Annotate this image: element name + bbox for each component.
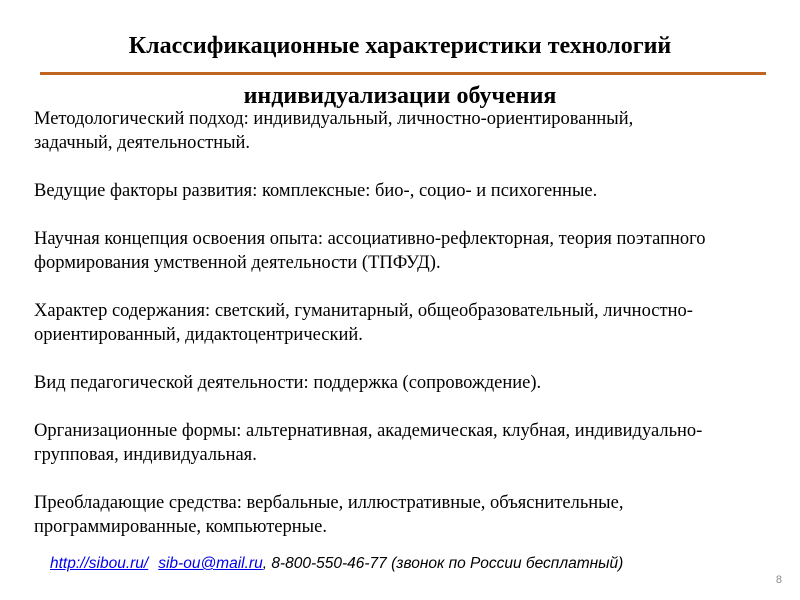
paragraph-pedagogical-activity: [34, 371, 774, 395]
paragraph-line: Ведущие факторы развития: комплексные: био-, социо- и психогенные.: [34, 181, 598, 201]
paragraph-line: задачный, деятельностный.: [34, 133, 251, 153]
paragraph-content-character: [34, 299, 774, 347]
paragraph-line: формирования умственной деятельности (ТПФУД).: [34, 253, 441, 273]
paragraph-line: Характер содержания: светский, гуманитарный, общеобразовательный, личностно-: [34, 301, 693, 321]
paragraph-line: Методологический подход: индивидуальный, личностно-ориентированный,: [34, 109, 634, 129]
page-number: 8: [775, 574, 782, 586]
email-link[interactable]: sib-ou@mail.ru: [158, 555, 263, 572]
paragraph-line: Вид педагогической деятельности: поддержка (сопровождение).: [34, 373, 542, 393]
slide-body: [34, 107, 774, 539]
paragraph-line: Научная концепция освоения опыта: ассоциативно-рефлекторная, теория поэтапного: [34, 229, 706, 249]
paragraph-line: Организационные формы: альтернативная, академическая, клубная, индивидуально-: [34, 421, 703, 441]
title-divider: [40, 72, 766, 75]
website-link[interactable]: http://sibou.ru/: [50, 555, 149, 572]
footer-phone-text: , 8-800-550-46-77 (звонок по России бесплатный): [262, 555, 624, 572]
paragraph-development-factors: [34, 179, 774, 203]
paragraph-line: Преобладающие средства: вербальные, иллюстративные, объяснительные,: [34, 493, 624, 513]
paragraph-line: ориентированный, дидактоцентрический.: [34, 325, 363, 345]
paragraph-scientific-concept: [34, 227, 774, 275]
paragraph-organizational-forms: [34, 419, 774, 467]
paragraph-prevailing-means: [34, 491, 774, 539]
footer-contacts: [50, 554, 623, 574]
paragraph-line: программированные, компьютерные.: [34, 517, 327, 537]
paragraph-line: групповая, индивидуальная.: [34, 445, 257, 465]
paragraph-methodological-approach: [34, 107, 774, 155]
slide-title-line-1: Классификационные характеристики технологий: [128, 33, 672, 59]
slide-title-line-2: индивидуализации обучения: [243, 83, 557, 109]
